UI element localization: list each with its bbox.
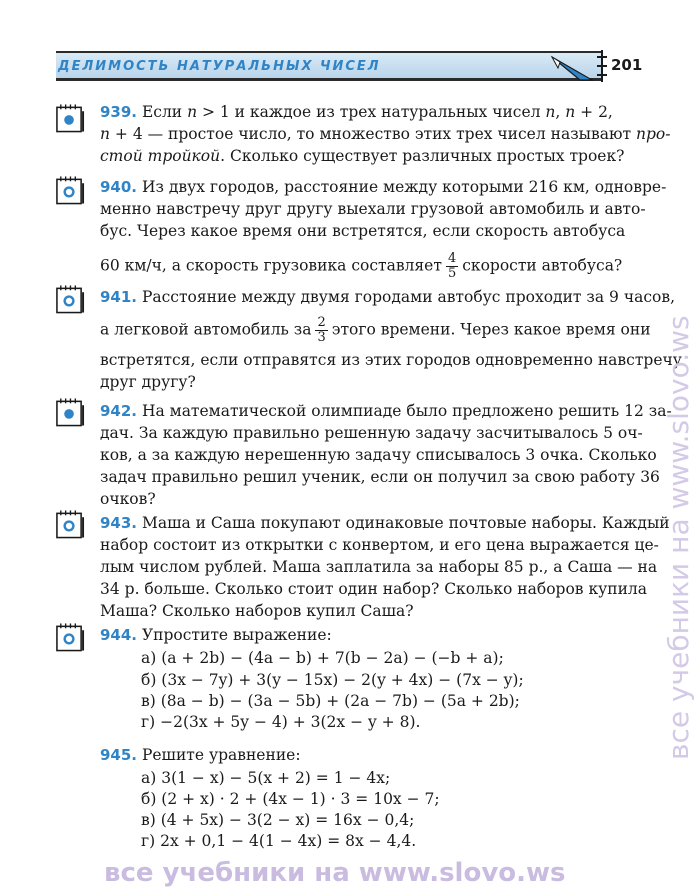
- watermark-side: все учебники на www.slovo.ws: [662, 315, 695, 760]
- problem-940-line-2: менно навстречу друг другу выехали грузовой автомобиль и авто-: [100, 200, 646, 218]
- problem-943-line-3: лым числом рублей. Маша заплатила за наборы 85 р., а Саша — на: [100, 558, 658, 576]
- notepad-ring-icon: [55, 284, 85, 314]
- problem-number: 942.: [100, 402, 138, 420]
- problem-943-line-2: набор состоит из открытки с конвертом, и его цена выражается це-: [100, 536, 659, 554]
- problem-943-line-5: Маша? Сколько наборов купил Саша?: [100, 602, 414, 620]
- problem-943-line-4: 34 р. больше. Сколько стоит один набор? Сколько наборов купила: [100, 580, 648, 598]
- watermark-bottom: все учебники на www.slovo.ws: [104, 858, 566, 888]
- problem-942-line-3: ков, а за каждую нерешенную задачу списывалось 3 очка. Сколько: [100, 446, 657, 464]
- problem-945-prompt: 945. Решите уравнение:: [100, 746, 301, 764]
- problem-940-line-4: 60 км/ч, а скорость грузовика составляет $\frac{4}{5}$ скорости автобуса?: [100, 251, 623, 281]
- expression-item: в) (8a − b) − (3a − 5b) + (2a − 7b) − (5a + 2b);: [141, 692, 520, 710]
- problem-942-line-4: задач правильно решил ученик, если он получил за свою работу 36: [100, 468, 660, 486]
- problem-number: 941.: [100, 288, 138, 306]
- page-number: 201: [611, 56, 643, 74]
- fraction: $\frac{2}{3}$: [317, 315, 326, 345]
- problem-939-line-1: 939. Если n > 1 и каждое из трех натуральных чисел n, n + 2,: [100, 103, 613, 121]
- equation-item: в) (4 + 5x) − 3(2 − x) = 16x − 0,4;: [141, 811, 415, 829]
- page-header: [56, 51, 642, 83]
- expression-item: г) −2(3x + 5y − 4) + 3(2x − y + 8).: [141, 713, 421, 731]
- problem-941-line-3: встретятся, если отправятся из этих городов одновременно навстречу: [100, 351, 682, 369]
- problem-941-line-2: а легковой автомобиль за $\frac{2}{3}$ этого времени. Через какое время они: [100, 315, 651, 345]
- problem-942-line-5: очков?: [100, 490, 156, 508]
- problem-939: [100, 101, 671, 167]
- fraction: $\frac{4}{5}$: [447, 251, 457, 281]
- notepad-filled-dot-icon: [55, 397, 85, 427]
- problem-941: [100, 286, 682, 393]
- problem-940-line-3: бус. Через какое время они встретятся, если скорость автобуса: [100, 222, 626, 240]
- notepad-ring-icon: [55, 622, 85, 652]
- problem-942-line-1: 942. На математической олимпиаде было предложено решить 12 за-: [100, 402, 672, 420]
- problem-944: [100, 624, 648, 646]
- spiral-binding-icon: [597, 50, 607, 82]
- equation-item: а) 3(1 − x) − 5(x + 2) = 1 − 4x;: [141, 769, 391, 787]
- problem-940: [100, 176, 667, 281]
- equation-item: б) (2 + x) · 2 + (4x − 1) · 3 = 10x − 7;: [141, 790, 440, 808]
- problem-number: 939.: [100, 103, 138, 121]
- problem-942-line-2: дач. За каждую правильно решенную задачу засчитывалось 5 оч-: [100, 424, 643, 442]
- expression-item: б) (3x − 7y) + 3(y − 15x) − 2(y + 4x) − (7x − y);: [141, 671, 524, 689]
- notepad-ring-icon: [55, 509, 85, 539]
- notepad-filled-dot-icon: [55, 103, 85, 133]
- chapter-title: ДЕЛИМОСТЬ НАТУРАЛЬНЫХ ЧИСЕЛ: [58, 59, 381, 74]
- equation-item: г) 2x + 0,1 − 4(1 − 4x) = 8x − 4,4.: [141, 832, 417, 850]
- problem-number: 943.: [100, 514, 138, 532]
- problem-945: [100, 744, 648, 766]
- problem-939-line-2: n + 4 — простое число, то множество этих трех чисел называют про-: [100, 125, 671, 143]
- problem-944-prompt: 944. Упростите выражение:: [100, 626, 332, 644]
- header-bar: [56, 51, 602, 81]
- problem-940-line-1: 940. Из двух городов, расстояние между которыми 216 км, одновре-: [100, 178, 667, 196]
- problem-941-line-4: друг другу?: [100, 373, 196, 391]
- problem-number: 944.: [100, 626, 138, 644]
- expression-item: а) (a + 2b) − (4a − b) + 7(b − 2a) − (−b + a);: [141, 649, 504, 667]
- problem-942: [100, 400, 672, 510]
- problem-941-line-1: 941. Расстояние между двумя городами автобус проходит за 9 часов,: [100, 288, 676, 306]
- problem-number: 945.: [100, 746, 138, 764]
- pencil-icon: [550, 54, 594, 84]
- problem-943: [100, 512, 670, 622]
- problem-939-line-3: стой тройкой. Сколько существует различных простых троек?: [100, 147, 625, 165]
- problem-number: 940.: [100, 178, 138, 196]
- problem-943-line-1: 943. Маша и Саша покупают одинаковые почтовые наборы. Каждый: [100, 514, 670, 532]
- notepad-ring-icon: [55, 175, 85, 205]
